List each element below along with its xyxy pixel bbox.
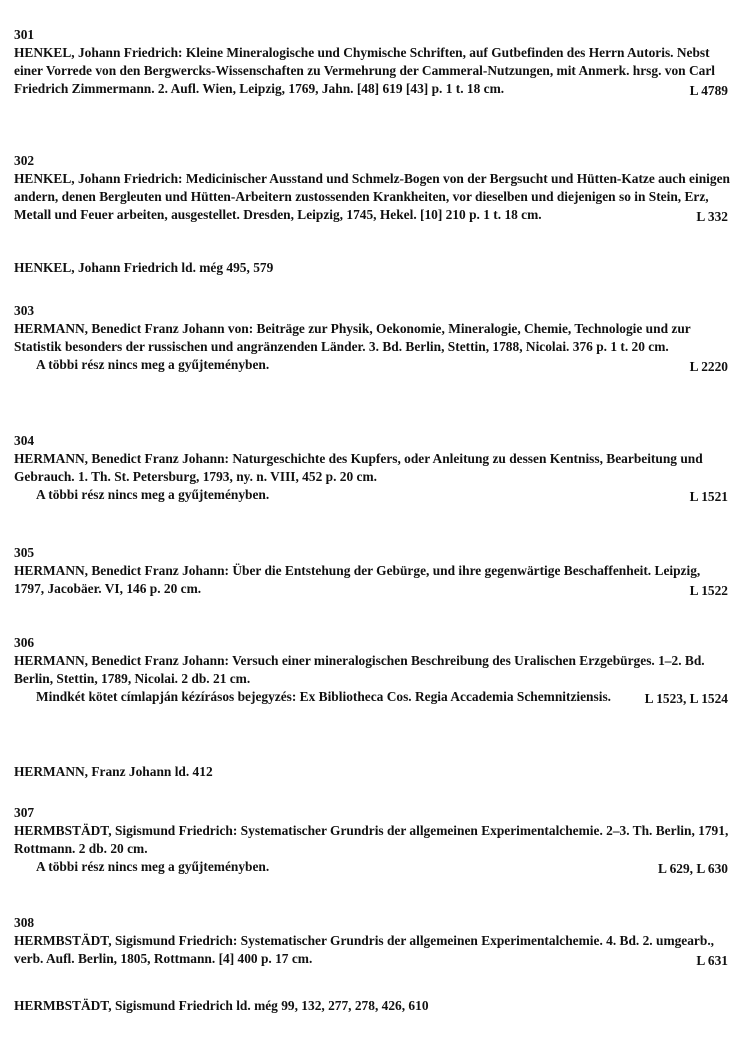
entry-text: HERMANN, Benedict Franz Johann: Naturgeschichte des Kupfers, oder Anleitung zu dessen Kentniss, Bearbeitung und Gebrauch. 1. Th. St. Petersburg, 1793, ny. n. VIII, 452 p. 20 cm. [14, 451, 703, 484]
catalog-entry-307 [14, 804, 730, 876]
entry-number: 308 [14, 915, 35, 930]
entry-number: 303 [14, 303, 35, 318]
cross-reference: HERMBSTÄDT, Sigismund Friedrich ld. még 99, 132, 277, 278, 426, 610 [14, 998, 429, 1013]
entry-number: 306 [14, 635, 35, 650]
entry-number: 302 [14, 153, 35, 168]
entry-text: HERMANN, Benedict Franz Johann: Versuch einer mineralogischen Beschreibung des Uralischen Erzgebürges. 1–2. Bd. Berlin, Stettin, 1789, Nicolai. 2 db. 21 cm. [14, 653, 705, 686]
shelf-mark: L 2220 [689, 359, 728, 374]
entry-note: A többi rész nincs meg a gyűjteményben. [36, 357, 270, 372]
catalog-entry-306 [14, 634, 730, 706]
cross-reference: HENKEL, Johann Friedrich ld. még 495, 579 [14, 260, 274, 275]
entry-text: HERMANN, Benedict Franz Johann von: Beiträge zur Physik, Oekonomie, Mineralogie, Chemie, Technologie und zur Statistik besonders der russischen und angränzenden Länder. 3. Bd. Berlin, Stettin, 1788, Nicolai. 376 p. 1 t. 20 cm. [14, 321, 691, 354]
catalog-entry-301 [14, 26, 730, 98]
entry-number: 301 [14, 27, 35, 42]
entry-note: Mindkét kötet címlapján kézírásos bejegyzés: Ex Bibliotheca Cos. Regia Accademia Schemnitziensis. [36, 689, 611, 704]
entry-note: A többi rész nincs meg a gyűjteményben. [36, 487, 270, 502]
catalog-entry-303 [14, 302, 730, 374]
entry-text: HENKEL, Johann Friedrich: Kleine Mineralogische und Chymische Schriften, auf Gutbefinden des Herrn Autoris. Nebst einer Vorrede von den Bergwercks-Wissenschaften zu Vermehrung der Cammeral-Nutzungen, mit Anmerk. hrsg. von Carl Friedrich Zimmermann. 2. Aufl. Wien, Leipzig, 1769, Jahn. [48] 619 [43] p. 1 t. 18 cm. [14, 45, 715, 96]
shelf-mark: L 631 [696, 953, 728, 968]
entry-text: HERMBSTÄDT, Sigismund Friedrich: Systematischer Grundris der allgemeinen Experimentalchemie. 4. Bd. 2. umgearb., verb. Aufl. Berlin, 1805, Rottmann. [4] 400 p. 17 cm. [14, 933, 715, 966]
entry-text: HERMANN, Benedict Franz Johann: Über die Entstehung der Gebürge, und ihre gegenwärtige Beschaffenheit. Leipzig, 1797, Jacobäer. VI, 146 p. 20 cm. [14, 563, 701, 596]
shelf-mark: L 1521 [689, 489, 728, 504]
entry-number: 304 [14, 433, 35, 448]
entry-number: 307 [14, 805, 35, 820]
cross-reference: HERMANN, Franz Johann ld. 412 [14, 764, 213, 779]
entry-text: HERMBSTÄDT, Sigismund Friedrich: Systematischer Grundris der allgemeinen Experimentalchemie. 2–3. Th. Berlin, 1791, Rottmann. 2 db. 20 cm. [14, 823, 729, 856]
entry-note: A többi rész nincs meg a gyűjteményben. [36, 859, 270, 874]
shelf-mark: L 4789 [689, 83, 728, 98]
catalog-entry-308 [14, 914, 730, 968]
catalog-entry-304 [14, 432, 730, 504]
shelf-mark: L 1523, L 1524 [644, 691, 728, 706]
shelf-mark: L 332 [696, 209, 728, 224]
catalog-entry-305 [14, 544, 730, 598]
shelf-mark: L 1522 [689, 583, 728, 598]
catalog-entry-302 [14, 152, 730, 224]
entry-number: 305 [14, 545, 35, 560]
entry-text: HENKEL, Johann Friedrich: Medicinischer Ausstand und Schmelz-Bogen von der Bergsucht und Hütten-Katze auch einigen andern, denen Bergleuten und Hütten-Arbeitern zustossenden Krankheiten, vor dieselben und diejenigen so in Stein, Erz, Metall und Feuer arbeiten, ausgestellet. Dresden, Leipzig, 1745, Hekel. [10] 210 p. 1 t. 18 cm. [14, 171, 730, 222]
shelf-mark: L 629, L 630 [658, 861, 728, 876]
